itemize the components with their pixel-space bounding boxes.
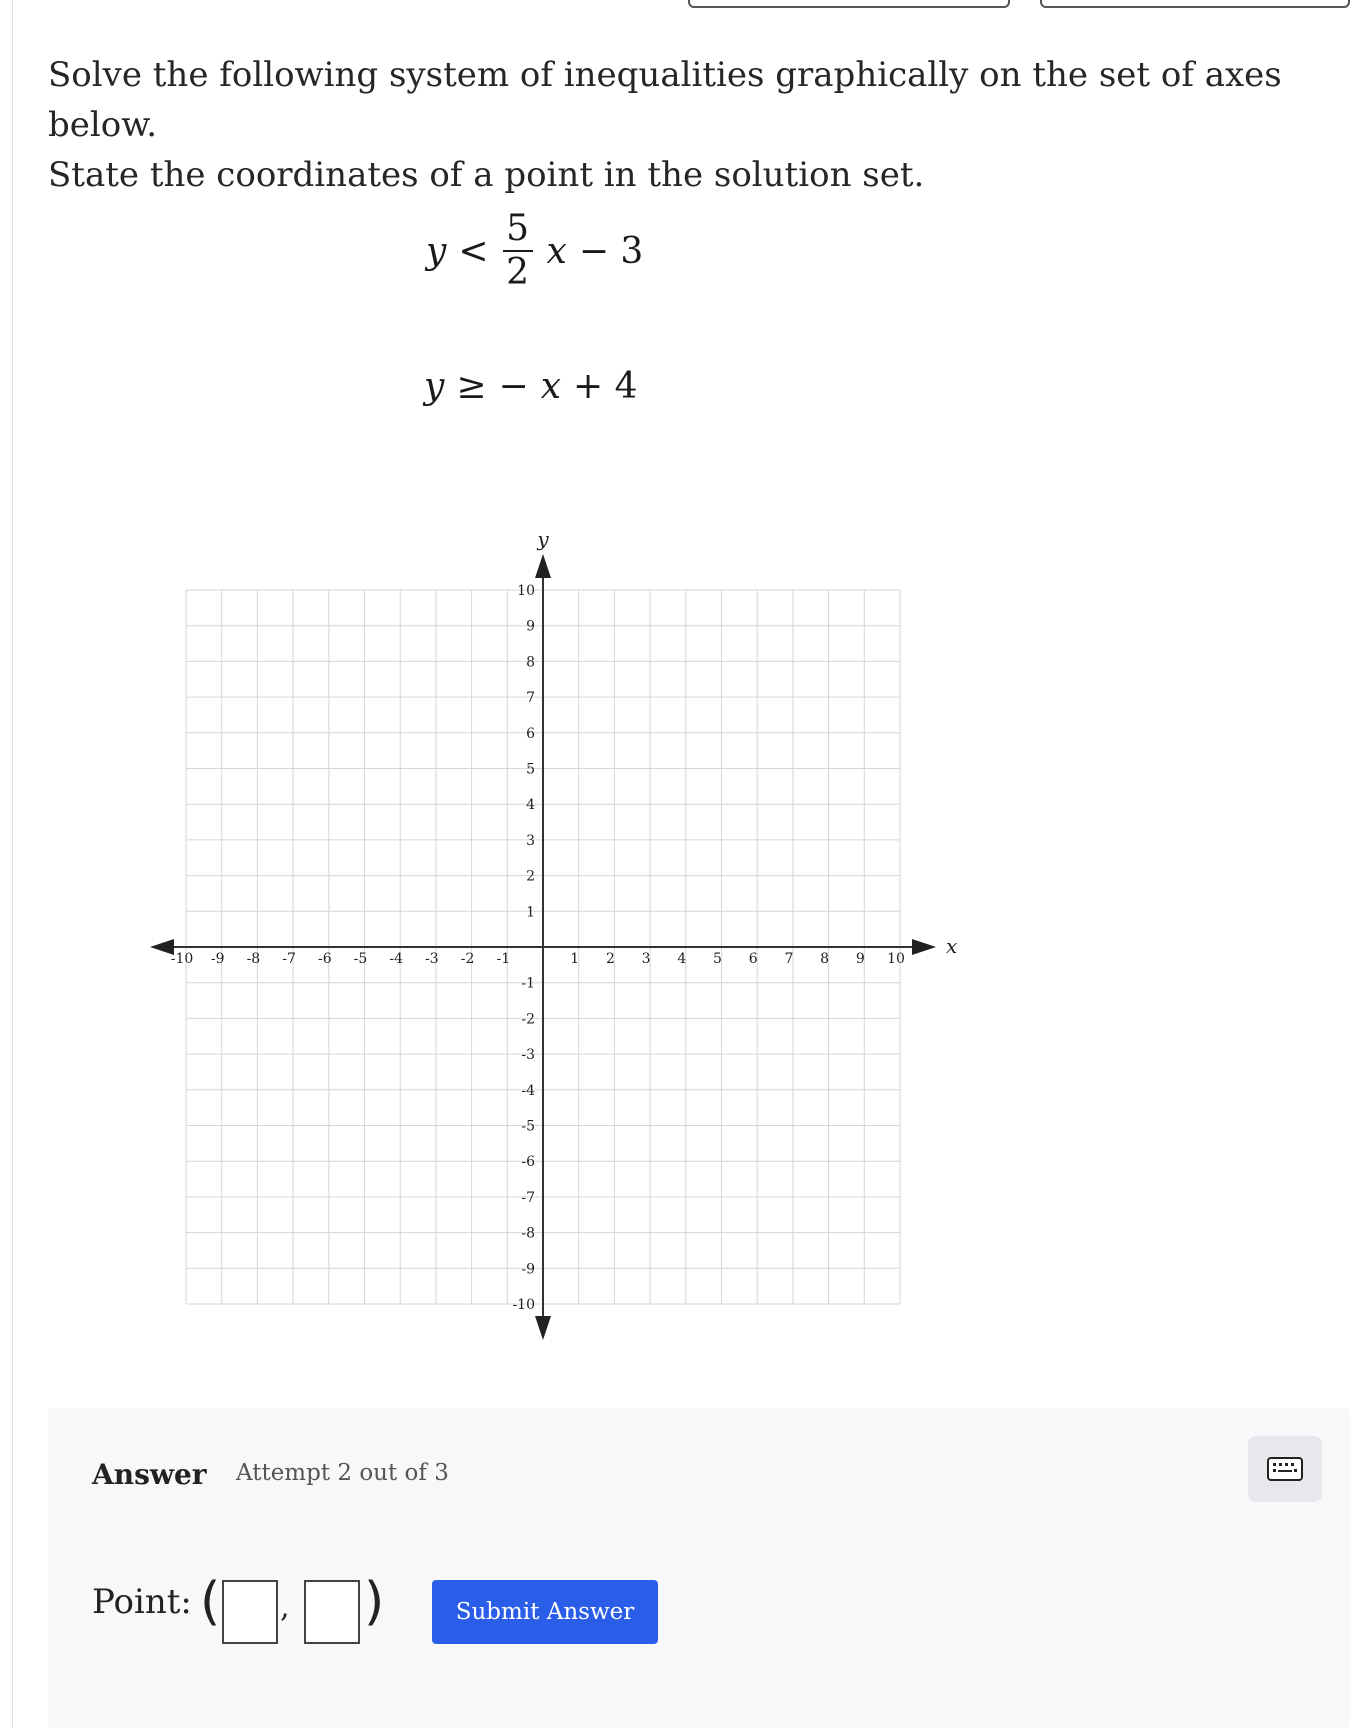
y-tick-label: 9 — [526, 618, 535, 635]
y-tick-label: -3 — [521, 1047, 535, 1064]
x-tick-label: 9 — [855, 951, 865, 967]
x-axis-label: x — [946, 934, 958, 958]
answer-panel — [48, 1408, 1350, 1728]
ineq2-x: x — [540, 366, 561, 407]
x-tick-label: -10 — [170, 951, 194, 967]
y-tick-label: -7 — [521, 1189, 535, 1206]
x-tick-label: 2 — [605, 951, 615, 967]
y-tick-label: 3 — [526, 832, 535, 849]
y-tick-label: 7 — [526, 690, 535, 707]
ineq1-operator: < — [458, 230, 489, 272]
y-tick-label: -1 — [521, 975, 535, 992]
x-tick-label: -9 — [210, 951, 225, 967]
point-label: Point: — [92, 1582, 192, 1622]
keyboard-button[interactable] — [1248, 1436, 1322, 1502]
ineq1-constant: − 3 — [578, 230, 644, 272]
inequality-2 — [424, 366, 638, 407]
x-tick-label: -8 — [246, 951, 261, 967]
question-text — [48, 50, 1348, 200]
top-tab-left[interactable] — [688, 0, 1010, 8]
x-axis-arrow-right — [912, 939, 936, 955]
x-tick-label: 1 — [570, 951, 580, 967]
question-line-1: Solve the following system of inequalities graphically on the set of axes below. — [48, 55, 1282, 145]
x-tick-label: 7 — [784, 951, 794, 967]
x-tick-label: -3 — [425, 951, 439, 967]
point-y-input[interactable] — [304, 1580, 360, 1644]
fraction-denominator: 2 — [506, 252, 529, 293]
paren-open: ( — [200, 1572, 221, 1632]
ineq2-lhs: y — [424, 366, 445, 407]
point-comma: , — [280, 1590, 290, 1625]
y-tick-label: -10 — [512, 1297, 535, 1313]
top-tab-right[interactable] — [1040, 0, 1350, 8]
y-tick-label: 10 — [517, 583, 535, 599]
attempt-counter: Attempt 2 out of 3 — [236, 1460, 449, 1486]
y-tick-label: 2 — [526, 868, 535, 885]
ineq2-operator: ≥ — [456, 366, 487, 407]
y-tick-label: 1 — [526, 904, 535, 921]
y-tick-label: 5 — [526, 761, 535, 778]
y-tick-label: 8 — [526, 654, 535, 671]
ineq1-lhs: y — [426, 230, 447, 272]
y-tick-label: 4 — [526, 797, 535, 814]
y-tick-label: -4 — [521, 1082, 535, 1099]
x-tick-label: 3 — [641, 951, 651, 967]
y-tick-label: 6 — [526, 725, 535, 742]
x-tick-label: -6 — [317, 951, 332, 967]
keyboard-icon — [1267, 1457, 1303, 1481]
x-tick-label: -4 — [389, 951, 404, 967]
y-tick-label: -6 — [521, 1154, 535, 1171]
point-x-input[interactable] — [222, 1580, 278, 1644]
submit-answer-button[interactable]: Submit Answer — [432, 1580, 658, 1644]
fraction-numerator: 5 — [506, 208, 529, 249]
ineq2-constant: + 4 — [573, 366, 638, 407]
y-axis-label: y — [537, 527, 549, 551]
paren-close: ) — [364, 1572, 385, 1632]
answer-title: Answer — [92, 1458, 207, 1491]
question-line-2: State the coordinates of a point in the solution set. — [48, 155, 925, 195]
x-tick-label: 10 — [887, 951, 905, 967]
y-tick-label: -5 — [521, 1118, 535, 1135]
x-tick-label: -7 — [282, 951, 296, 967]
x-tick-label: 5 — [713, 951, 722, 967]
ineq1-x: x — [546, 230, 567, 272]
x-tick-label: 4 — [677, 951, 687, 967]
coordinate-plane[interactable] — [0, 520, 1000, 1350]
inequality-1 — [426, 196, 643, 306]
y-axis-arrow-down — [535, 1316, 551, 1340]
y-axis-arrow-up — [535, 554, 551, 578]
x-tick-label: -2 — [460, 951, 475, 967]
y-tick-label: -8 — [521, 1225, 535, 1242]
x-tick-label: 6 — [748, 951, 758, 967]
x-tick-label: 8 — [820, 951, 830, 967]
y-tick-label: -2 — [521, 1011, 535, 1028]
y-tick-label: -9 — [521, 1261, 535, 1278]
ineq2-minus: − — [498, 366, 529, 407]
x-tick-label: -1 — [496, 951, 511, 967]
x-tick-label: -5 — [353, 951, 368, 967]
ineq1-fraction — [503, 208, 533, 294]
